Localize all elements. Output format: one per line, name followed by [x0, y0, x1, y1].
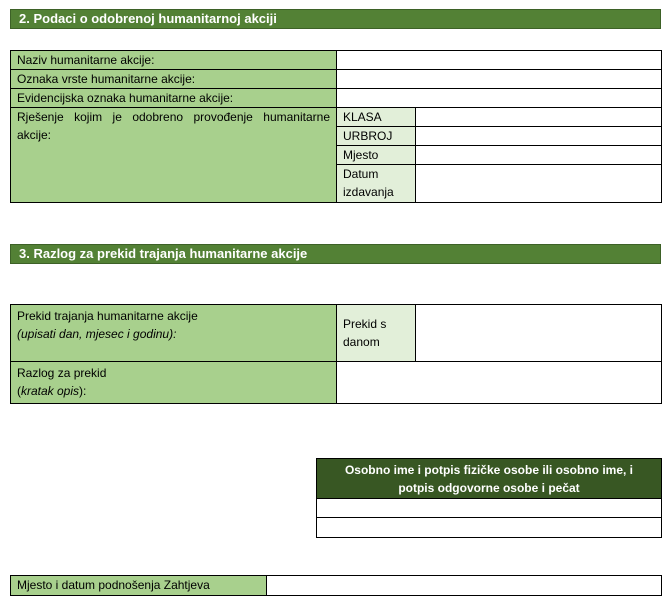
signature-sign-field[interactable]	[317, 518, 662, 538]
signature-header	[317, 459, 662, 499]
termination-date-hint: (upisati dan, mjesec i godinu):	[17, 327, 177, 341]
registry-code-label: Evidencijska oznaka humanitarne akcije:	[11, 89, 337, 108]
action-name-label: Naziv humanitarne akcije:	[11, 51, 337, 70]
signature-table	[316, 458, 662, 538]
reason-hint-open: (	[17, 384, 21, 398]
urbroj-field[interactable]	[416, 127, 662, 146]
submission-place-date-field[interactable]	[267, 576, 662, 596]
signature-header-line2: potpis odgovorne osobe i pečat	[398, 480, 580, 495]
termination-date-label	[11, 305, 337, 362]
signature-name-field[interactable]	[317, 499, 662, 518]
reason-hint: kratak opis	[21, 384, 80, 398]
urbroj-label: URBROJ	[337, 127, 416, 146]
mjesto-label: Mjesto	[337, 146, 416, 165]
approved-action-table	[10, 50, 662, 203]
termination-from-label	[337, 305, 416, 362]
registry-code-field[interactable]	[337, 89, 662, 108]
action-type-field[interactable]	[337, 70, 662, 89]
reason-field[interactable]	[337, 362, 662, 404]
mjesto-field[interactable]	[416, 146, 662, 165]
submission-place-date-label: Mjesto i datum podnošenja Zahtjeva	[11, 576, 267, 596]
reason-hint-close: ):	[79, 384, 87, 398]
issue-date-line1: Datum	[343, 167, 379, 181]
submission-table	[10, 575, 662, 596]
termination-date-text: Prekid trajanja humanitarne akcije	[17, 309, 198, 323]
klasa-label: KLASA	[337, 108, 416, 127]
signature-header-line1: Osobno ime i potpis fizičke osobe ili osobno ime, i	[344, 462, 634, 477]
action-name-field[interactable]	[337, 51, 662, 70]
termination-from-field[interactable]	[416, 305, 662, 362]
termination-from-line2: danom	[343, 335, 380, 349]
reason-text: Razlog za prekid	[17, 366, 107, 380]
section-3-header: 3. Razlog za prekid trajanja humanitarne akcije	[10, 244, 661, 264]
termination-table	[10, 304, 662, 404]
termination-from-line1: Prekid s	[343, 317, 387, 331]
section-2-header: 2. Podaci o odobrenoj humanitarnoj akciji	[10, 9, 661, 29]
decision-label: Rješenje kojim je odobreno provođenje humanitarne akcije:	[11, 108, 337, 203]
issue-date-line2: izdavanja	[343, 185, 394, 199]
action-type-label: Oznaka vrste humanitarne akcije:	[11, 70, 337, 89]
klasa-field[interactable]	[416, 108, 662, 127]
issue-date-label	[337, 165, 416, 203]
issue-date-field[interactable]	[416, 165, 662, 203]
reason-label	[11, 362, 337, 404]
